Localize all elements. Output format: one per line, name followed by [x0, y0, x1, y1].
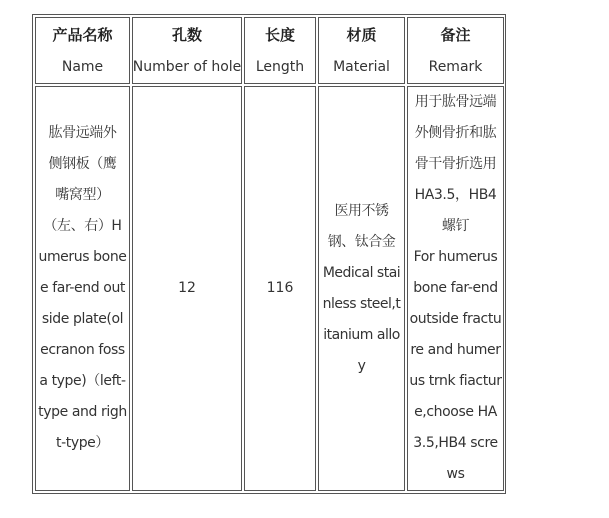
header-name-en: Name [61, 58, 104, 75]
remark-line: For humerus [413, 249, 498, 265]
product-name-line: side plate(ol [41, 311, 124, 327]
remark-line: outside fractu [409, 311, 502, 327]
header-holes-zh: 孔数 [171, 25, 202, 44]
remark-line: 用于肱骨远端 [414, 94, 497, 110]
header-holes-en: Number of hole [132, 58, 242, 75]
remark-line: e,choose HA [414, 404, 497, 420]
product-name-line: umerus bone [38, 249, 127, 265]
header-remark-en: Remark [428, 58, 483, 75]
material-line: Medical stai [322, 264, 401, 281]
remark-line: re and humer [410, 342, 501, 358]
cell-product-name [35, 86, 130, 491]
product-name-line: （左、右）H [43, 218, 122, 234]
remark-line: 外侧骨折和肱 [414, 125, 497, 141]
header-length-en: Length [255, 58, 305, 75]
header-remark [407, 17, 504, 84]
product-name-line: type and righ [38, 404, 127, 420]
remark-line: us trnk fiactur [409, 373, 502, 389]
remark-line: 螺钉 [441, 218, 470, 234]
cell-length [244, 86, 316, 491]
hole-count-value: 12 [178, 280, 196, 296]
header-name-zh: 产品名称 [52, 25, 113, 44]
cell-remark [407, 86, 504, 491]
product-name-line: 肱骨远端外 [48, 125, 117, 141]
cell-hole-count [132, 86, 242, 491]
remark-line: HA3.5，HB4 [414, 187, 497, 203]
material-line: y [357, 357, 366, 374]
cell-material [318, 86, 405, 491]
material-line: 医用不锈 [334, 202, 389, 219]
header-material-zh: 材质 [346, 25, 377, 44]
header-material [318, 17, 405, 84]
product-name-line: e far-end out [39, 280, 126, 296]
remark-line: 骨干骨折选用 [414, 156, 497, 172]
header-remark-zh: 备注 [440, 25, 471, 44]
header-holes [132, 17, 242, 84]
header-name [35, 17, 130, 84]
remark-line: bone far-end [413, 280, 498, 296]
length-value: 116 [266, 280, 294, 296]
header-length-zh: 长度 [264, 25, 295, 44]
product-name-line: ecranon foss [40, 342, 125, 358]
product-name-line: a type)（left- [39, 373, 126, 389]
remark-line: 3.5,HB4 scre [413, 435, 498, 451]
product-name-line: t-type） [55, 435, 109, 451]
product-name-line: 侧钢板（鹰 [48, 156, 117, 172]
material-line: nless steel,t [322, 295, 401, 312]
material-line: itanium allo [323, 326, 400, 343]
material-line: 钢、钛合金 [327, 233, 396, 250]
remark-line: ws [446, 466, 465, 482]
header-length [244, 17, 316, 84]
product-spec-table [32, 14, 506, 494]
header-material-en: Material [333, 58, 390, 75]
product-name-line: 嘴窝型） [55, 187, 110, 203]
